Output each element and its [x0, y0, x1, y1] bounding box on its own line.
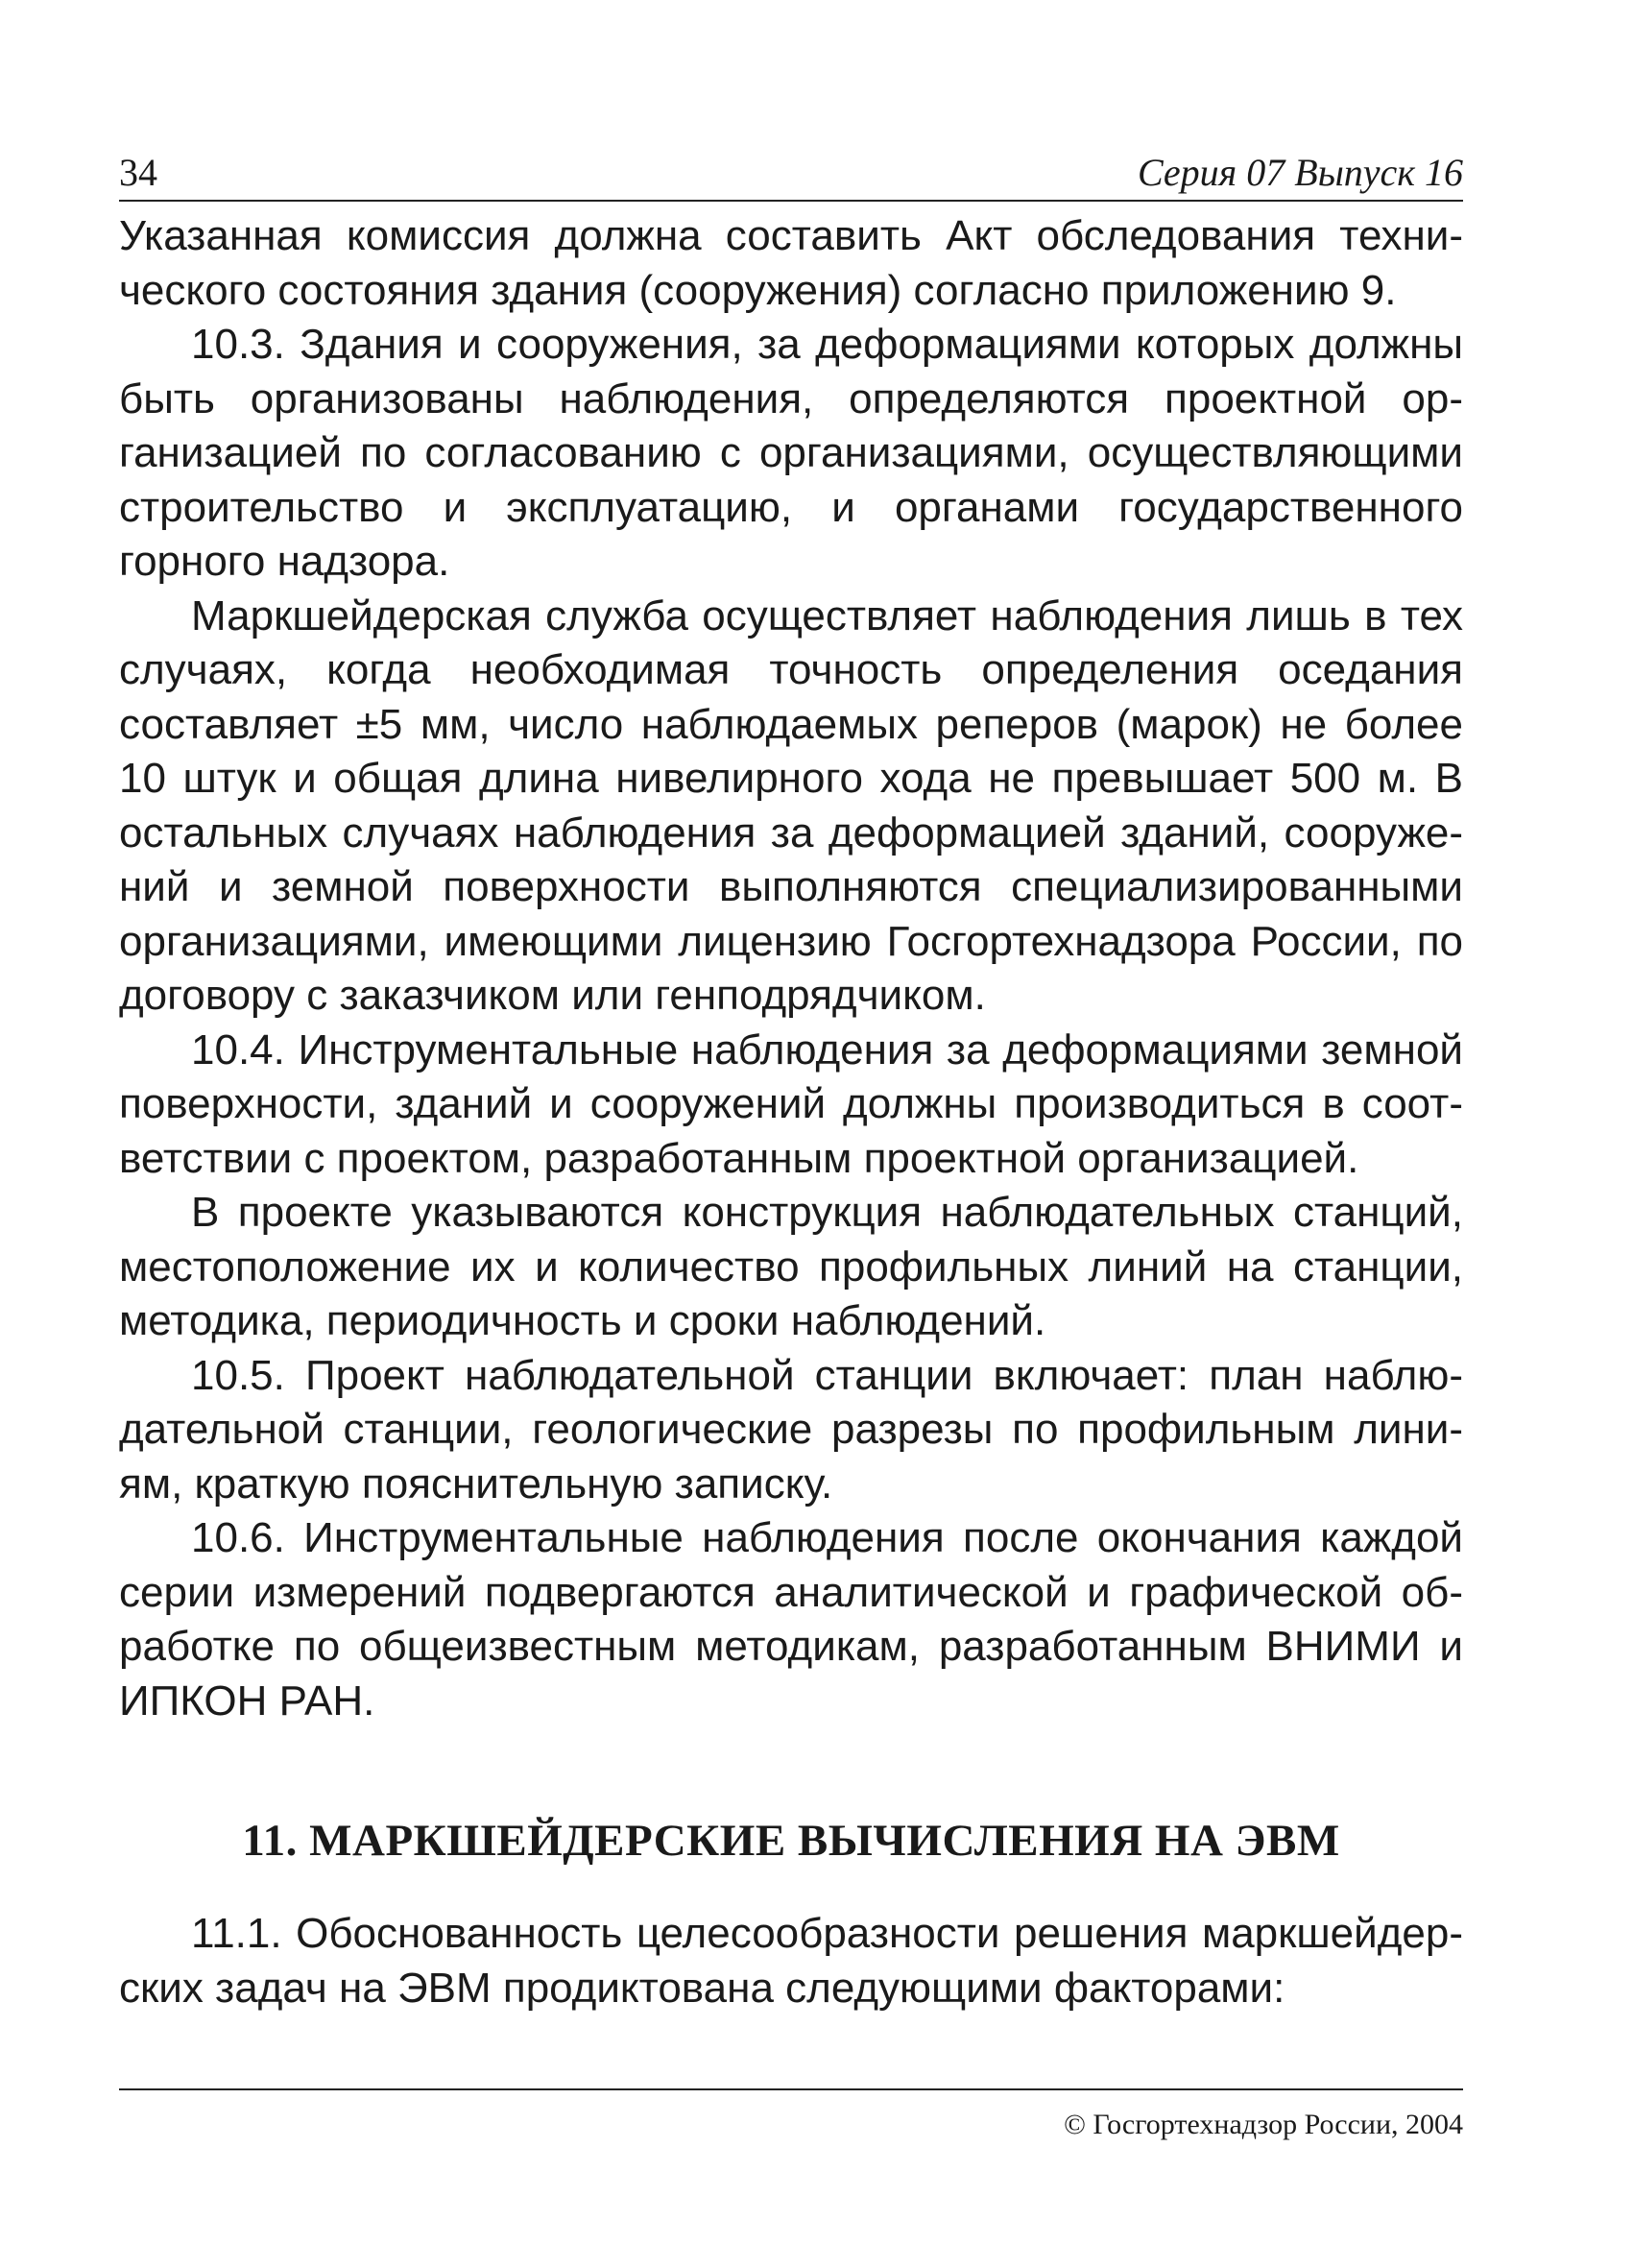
paragraph-survey-service: Маркшейдерская служба осуществляет наблюдения лишь в тех случаях, когда необходимая точность определения оседания составляет ±5 мм, число наблюдаемых реперов (марок) не более 10 штук и общая длина нивелирного хода не превышает 500 м. В остальных случаях наблюдения за деформацией зданий, сооружений и земной поверхности выполняются специализированными организациями, имеющими лицензию Госгортехнадзора России, по договору с заказчиком или генподрядчиком.	[119, 591, 1463, 1019]
paragraph-commission-act: Указанная комиссия должна составить Акт обследования технического состояния здания (сооружения) согласно приложению 9.	[119, 212, 1463, 314]
footer-divider	[119, 2088, 1463, 2090]
paragraph-10-3: 10.3. Здания и сооружения, за деформациями которых должны быть организованы наблюдения, определяются проектной организацией по согласованию с организациями, осуществляющими строительство и эксплуатацию, и органами государственного горного надзора.	[119, 321, 1463, 585]
paragraph-10-4: 10.4. Инструментальные наблюдения за деформациями земной поверхности, зданий и сооружений должны производиться в соответствии с проектом, разработанным проектной организацией.	[119, 1025, 1463, 1182]
running-head: Серия 07 Выпуск 16	[1137, 151, 1463, 194]
paragraph-11-1: 11.1. Обоснованность целесообразности решения маркшейдерских задач на ЭВМ продиктована следующими факторами:	[119, 1910, 1463, 2012]
body-text	[119, 209, 1463, 1728]
page-number: 34	[119, 151, 157, 194]
footer-copyright: © Госгортехнадзор России, 2004	[1064, 2109, 1463, 2140]
section-body	[119, 1907, 1463, 2015]
page-header	[119, 142, 1463, 202]
paragraph-10-5: 10.5. Проект наблюдательной станции включает: план наблюдательной станции, геологические разрезы по профильным линиям, краткую пояснительную записку.	[119, 1351, 1463, 1508]
paragraph-10-6: 10.6. Инструментальные наблюдения после окончания каждой серии измерений подвергаются аналитической и графической обработке по общеизвестным методикам, разработанным ВНИМИ и ИПКОН РАН.	[119, 1514, 1463, 1725]
section-heading: 11. МАРКШЕЙДЕРСКИЕ ВЫЧИСЛЕНИЯ НА ЭВМ	[242, 1816, 1340, 1866]
paragraph-project-contents: В проекте указываются конструкция наблюдательных станций, местоположение их и количество профильных линий на станции, методика, периодичность и сроки наблюдений.	[119, 1189, 1463, 1344]
